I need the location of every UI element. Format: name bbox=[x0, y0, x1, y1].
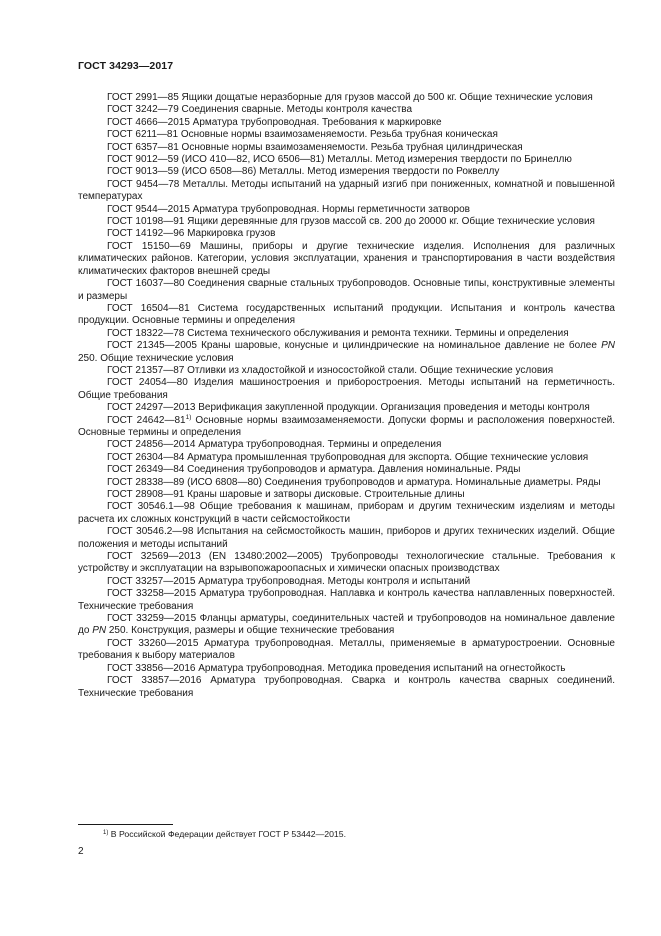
reference-italic: PN bbox=[92, 625, 107, 637]
normative-references-list bbox=[78, 92, 615, 700]
reference-item bbox=[78, 340, 615, 365]
footnote-text: В Российской Федерации действует ГОСТ Р 53442—2015. bbox=[108, 829, 347, 839]
reference-item: ГОСТ 24054—80 Изделия машиностроения и приборостроения. Методы испытаний на герметичность. Общие требования bbox=[78, 377, 615, 401]
reference-item bbox=[78, 415, 615, 440]
page-number: 2 bbox=[78, 846, 84, 857]
reference-item: ГОСТ 21357—87 Отливки из хладостойкой и износостойкой стали. Общие технические условия bbox=[107, 364, 554, 376]
reference-item: ГОСТ 15150—69 Машины, приборы и другие технические изделия. Исполнения для различных климатических районов. Категории, условия эксплуатации, хранения и транспортирования в части воздействия климатических факторов внешней среды bbox=[78, 240, 615, 277]
reference-item: ГОСТ 16037—80 Соединения сварные стальных трубопроводов. Основные типы, конструктивные элементы и размеры bbox=[78, 278, 615, 302]
reference-item: ГОСТ 9013—59 (ИСО 6508—86) Металлы. Метод измерения твердости по Роквеллу bbox=[107, 166, 500, 178]
reference-text: ГОСТ 21345—2005 Краны шаровые, конусные и цилиндрические на номинальное давление не более bbox=[107, 340, 602, 352]
reference-item: ГОСТ 30546.2—98 Испытания на сейсмостойкость машин, приборов и других технических изделий. Общие положения и методы испытаний bbox=[78, 526, 615, 550]
reference-item: ГОСТ 33258—2015 Арматура трубопроводная. Наплавка и контроль качества наплавленных поверхностей. Технические требования bbox=[78, 588, 615, 612]
reference-text: ГОСТ 33259—2015 Фланцы арматуры, соединительных частей и трубопроводов на номинальное давление до bbox=[78, 613, 615, 637]
reference-item: ГОСТ 9012—59 (ИСО 410—82, ИСО 6506—81) Металлы. Метод измерения твердости по Бринеллю bbox=[107, 154, 572, 166]
reference-item: ГОСТ 26349—84 Соединения трубопроводов и арматура. Давления номинальные. Ряды bbox=[107, 464, 521, 476]
reference-item: ГОСТ 24856—2014 Арматура трубопроводная. Термины и определения bbox=[107, 439, 442, 451]
reference-item: ГОСТ 33257—2015 Арматура трубопроводная. Методы контроля и испытаний bbox=[107, 575, 471, 587]
reference-text: 250. Общие технические условия bbox=[78, 352, 234, 364]
reference-item bbox=[78, 613, 615, 638]
reference-item: ГОСТ 33857—2016 Арматура трубопроводная. Сварка и контроль качества сварных соединений. Технические требования bbox=[78, 675, 615, 699]
reference-item: ГОСТ 28338—89 (ИСО 6808—80) Соединения трубопроводов и арматура. Номинальные диаметры. Ряды bbox=[107, 476, 601, 488]
footnote bbox=[103, 829, 346, 839]
reference-item: ГОСТ 26304—84 Арматура промышленная трубопроводная для экспорта. Общие технические условия bbox=[107, 451, 589, 463]
document-header: ГОСТ 34293—2017 bbox=[78, 60, 174, 72]
reference-text: Основные нормы взаимозаменяемости. Допуски формы и расположения поверхностей. Основные термины и определения bbox=[78, 414, 615, 438]
reference-item: ГОСТ 9544—2015 Арматура трубопроводная. Нормы герметичности затворов bbox=[107, 203, 470, 215]
reference-item: ГОСТ 10198—91 Ящики деревянные для грузов массой св. 200 до 20000 кг. Общие технические условия bbox=[107, 216, 595, 228]
reference-item: ГОСТ 6211—81 Основные нормы взаимозаменяемости. Резьба трубная коническая bbox=[107, 129, 498, 141]
reference-item: ГОСТ 24297—2013 Верификация закупленной продукции. Организация проведения и методы контроля bbox=[107, 402, 590, 414]
reference-text: ГОСТ 24642—81 bbox=[107, 414, 186, 426]
reference-item: ГОСТ 18322—78 Система технического обслуживания и ремонта техники. Термины и определения bbox=[107, 327, 569, 339]
reference-item: ГОСТ 33856—2016 Арматура трубопроводная. Методика проведения испытаний на огнестойкость bbox=[107, 662, 566, 674]
reference-item: ГОСТ 16504—81 Система государственных испытаний продукции. Испытания и контроль качества продукции. Основные термины и определения bbox=[78, 302, 615, 327]
reference-text: 250. Конструкция, размеры и общие технические требования bbox=[106, 625, 395, 637]
footnote-divider bbox=[78, 824, 173, 825]
reference-item: ГОСТ 9454—78 Металлы. Методы испытаний на ударный изгиб при пониженных, комнатной и повышенной температурах bbox=[78, 178, 615, 203]
reference-item: ГОСТ 33260—2015 Арматура трубопроводная. Металлы, применяемые в арматуростроении. Основные требования к выбору материалов bbox=[78, 637, 615, 662]
footnote-reference-marker: 1) bbox=[185, 413, 192, 421]
reference-item: ГОСТ 28908—91 Краны шаровые и затворы дисковые. Строительные длины bbox=[107, 489, 465, 500]
footnote-marker: 1) bbox=[103, 830, 109, 836]
reference-item: ГОСТ 3242—79 Соединения сварные. Методы контроля качества bbox=[107, 104, 413, 116]
reference-item: ГОСТ 2991—85 Ящики дощатые неразборные для грузов массой до 500 кг. Общие технические условия bbox=[107, 92, 593, 103]
reference-item: ГОСТ 6357—81 Основные нормы взаимозаменяемости. Резьба трубная цилиндрическая bbox=[107, 141, 523, 153]
reference-item: ГОСТ 30546.1—98 Общие требования к машинам, приборам и другим техническим изделиям и методы расчета их сложных конструкций в части сейсмостойкости bbox=[78, 501, 615, 525]
reference-item: ГОСТ 32569—2013 (EN 13480:2002—2005) Трубопроводы технологические стальные. Требования к устройству и эксплуатации на взрывопожароопасных и химически опасных производствах bbox=[78, 551, 615, 575]
reference-item: ГОСТ 4666—2015 Арматура трубопроводная. Требования к маркировке bbox=[107, 116, 442, 128]
reference-item: ГОСТ 14192—96 Маркировка грузов bbox=[107, 228, 276, 240]
reference-italic: PN bbox=[601, 340, 615, 352]
